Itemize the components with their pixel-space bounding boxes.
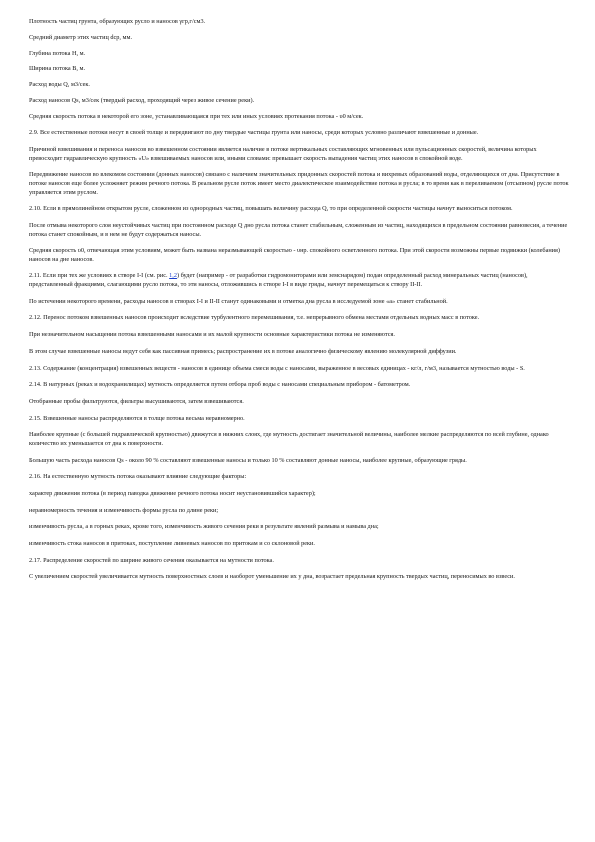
paragraph-2-17: 2.17. Распределение скоростей по ширине живого сечения оказывается на мутности потока.: [29, 556, 274, 564]
paragraph-bed-load: Передвижение наносов во влекомом состоянии (донных наносов) связано с наличием значительных придонных скоростей потока и вихревых образований воды, отделяющихся от дна. Присутствие в потоке наносов еще более усложняет режим речного потока. В реальном русле поток имеет место диалектическое взаимодействие потока и русла; в то время как в переливаемом (отсыпном) русле поток управляется этим руслом.: [29, 171, 569, 196]
fig-ref-after: ) будет (например - от разработки гидромониторами или земснарядом) подан определенный расход минеральных частиц (наносов), представленный фракциями, слагающими русло потока, то эти наносы, отложившись в створе I-I в виде гряды, начнут перемещаться к створу II-II.: [29, 272, 528, 289]
paragraph-mean-velocity: Средняя скорость потока в некоторой его зоне, устанавливающаяся при тех или иных условиях протекания потока - υ0 м/сек.: [29, 112, 364, 120]
paragraph-flow-width: Ширина потока B, м.: [29, 65, 86, 73]
paragraph-water-discharge: Расход воды Q, м3/сек.: [29, 81, 90, 89]
paragraph-equal-discharge: По истечении некоторого времени, расходы наносов в створах I-I и II-II станут одинаковыми и отметка дна русла в исследуемой зоне «а» станет стабильной.: [29, 297, 448, 305]
paragraph-sediment-discharge: Расход наносов Qs, м3/сек (твердый расход, проходящий через живое сечение реки).: [29, 96, 255, 104]
paragraph-velocity-increase: С увеличением скоростей увеличивается мутность поверхностных слоев и наоборот уменьшение их у дна, возрастает предельная крупность твердых частиц, переносимых во взвеси.: [29, 573, 515, 581]
paragraph-2-9: 2.9. Все естественные потоки несут в своей толще и передвигают по дну твердые частицы грунта или наносы, среди которых условно различают взвешенные и донные.: [29, 129, 479, 137]
paragraph-filtering: Отобранные пробы фильтруются, фильтры высушиваются, затем взвешиваются.: [29, 397, 244, 405]
paragraph-suspension-cause: Причиной взвешивания и переноса наносов во взвешенном состоянии является наличие в потоке вертикальных составляющих мгновенных или пульсационных скоростей, величина которых превосходит гидравлическую крупность «U» взвешиваемых наносов или, иными словами: превышает скорость выпадения частиц этих наносов в спокойной воде.: [29, 146, 537, 162]
paragraph-mean-diameter: Средний диаметр этих частиц dср, мм.: [29, 33, 133, 41]
paragraph-2-11: [29, 272, 569, 289]
paragraph-2-10: 2.10. Если в прямолинейном открытом русле, сложенном из однородных частиц, повышать величину расхода Q, то при определенной скорости частицы начнут выноситься потоком.: [29, 205, 513, 213]
figure-link[interactable]: 1,2: [169, 272, 177, 280]
document-body: [29, 18, 569, 590]
paragraph-2-16: 2.16. На естественную мутность потока оказывают влияние следующие факторы:: [29, 473, 247, 481]
paragraph-passive-impurity: В этом случае взвешенные наносы ведут себя как пассивная примесь; распространение их в потоке аналогично физическому явлению молекулярной диффузии.: [29, 347, 457, 355]
fig-ref-before: 2.11. Если при тех же условиях в створе I-I (см. рис.: [29, 272, 170, 280]
paragraph-factor-unevenness: неравномерность течения и изменчивость формы русла по длине реки;: [29, 506, 219, 514]
paragraph-2-13: 2.13. Содержание (концентрация) взвешенных веществ - наносов в единице объема смеси воды с наносами, выраженное в весовых единицах - кг/л, г/м3, называется мутностью воды - S.: [29, 364, 525, 372]
paragraph-coarse-particles: Наиболее крупные (с большей гидравлической крупностью) движутся в нижних слоях, где мутность достигает значительной величины, наиболее мелкие распределяются по всей глубине, однако количество их уменьшается от дна к поверхности.: [29, 431, 549, 447]
paragraph-sediment-share: Большую часть расхода наносов Qs - около 90 % составляют взвешенные наносы и только 10 % составляют донные наносы, наиболее крупные, образующие гряды.: [29, 456, 467, 464]
paragraph-flow-depth: Глубина потока H, м.: [29, 49, 86, 57]
paragraph-2-12: 2.12. Перенос потоком взвешенных наносов происходит вследствие турбулентного перемешивания, т.е. непрерывного обмена местами отдельных водных масс в потоке.: [29, 314, 480, 322]
paragraph-low-saturation: При незначительном насыщении потока взвешенными наносами и их малой крупности основные характеристики потока не изменяются.: [29, 331, 395, 339]
paragraph-2-14: 2.14. В натурных (реках и водохранилищах) мутность определяется путем отбора проб воды с наносами специальным прибором - батометром.: [29, 381, 411, 389]
paragraph-factor-channel-variability: изменчивость русла, а в горных реках, кроме того, изменчивость живого сечения реки в результате явлений размыва и намыва дна;: [29, 523, 379, 531]
paragraph-factor-flow-character: характер движения потока (в период паводка движение речного потока носит неустановившийся характер);: [29, 489, 316, 497]
paragraph-factor-tributaries: изменчивость стока наносов в притоках, поступление ливневых наносов по притокам и со склоновой реки.: [29, 539, 315, 547]
paragraph-particle-density: Плотность частиц грунта, образующих русло и наносов γгр,г/см3.: [29, 18, 206, 25]
paragraph-stable-bed: После отмыва некоторого слоя неустойчивых частиц при постоянном расходе Q дно русла потока станет стабильным, сложенным из частиц, находящихся в предельном состоянии равновесия, а течение потока станет спокойным, и в нем не будут содержаться наносы.: [29, 221, 568, 238]
paragraph-2-15: 2.15. Взвешенные наносы распределяются в толще потока весьма неравномерно.: [29, 414, 245, 422]
paragraph-non-scouring-velocity: Средняя скорость υ0, отвечающая этим условиям, может быть названа неразмывающей скоростью - υнр. спокойного осветленного потока. При этой скорости возможны первые подвижки (колебания) наносов на дне наносов.: [29, 247, 560, 263]
